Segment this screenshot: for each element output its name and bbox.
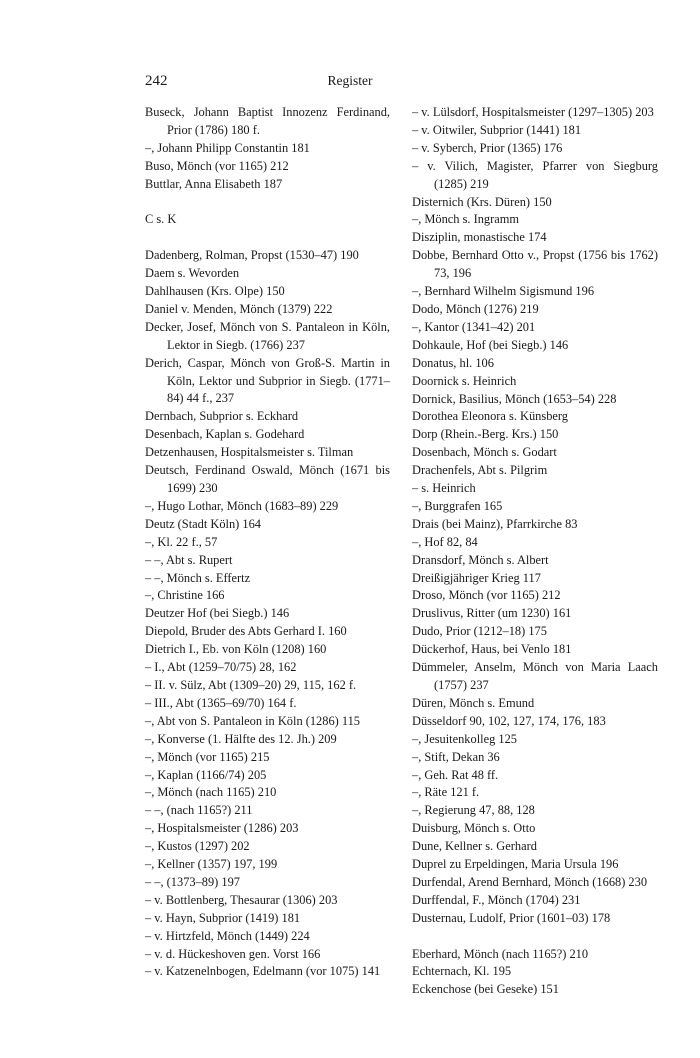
index-entry: –, Hospitalsmeister (1286) 203 (145, 821, 299, 836)
index-entry: – v. Hayn, Subprior (1419) 181 (145, 910, 301, 925)
index-entry: –, Mönch (nach 1165) 210 (145, 785, 277, 800)
index-entry: Dune, Kellner s. Gerhard (412, 839, 537, 854)
index-entry: –, Burggrafen 165 (412, 498, 503, 513)
running-head: Register (327, 73, 373, 88)
index-entry: – –, (nach 1165?) 211 (145, 803, 253, 818)
index-entry: –, Abt von S. Pantaleon in Köln (1286) 115 (145, 713, 360, 728)
index-entry: Daem s. Wevorden (145, 266, 240, 281)
index-entry: –, Bernhard Wilhelm Sigismund 196 (412, 284, 595, 299)
index-entry: – v. d. Hückeshoven gen. Vorst 166 (145, 946, 321, 961)
index-entry: –, Regierung 47, 88, 128 (412, 803, 535, 818)
index-entry: Dudo, Prior (1212–18) 175 (412, 624, 547, 639)
index-entry: – –, (1373–89) 197 (145, 874, 240, 889)
index-entry: –, Mönch (vor 1165) 215 (145, 749, 270, 764)
index-entry: Dadenberg, Rolman, Propst (1530–47) 190 (145, 248, 359, 263)
index-entry: Drachenfels, Abt s. Pilgrim (412, 463, 548, 478)
index-entry: Düsseldorf 90, 102, 127, 174, 176, 183 (412, 713, 606, 728)
page-number: 242 (145, 73, 168, 89)
index-entry: Buso, Mönch (vor 1165) 212 (145, 158, 289, 173)
index-entry: – v. Bottlenberg, Thesaurar (1306) 203 (145, 892, 338, 907)
index-entry: –, Hugo Lothar, Mönch (1683–89) 229 (145, 498, 339, 513)
index-entry: Dreißigjähriger Krieg 117 (412, 570, 541, 585)
index-entry: –, Kellner (1357) 197, 199 (145, 857, 278, 872)
index-entry: Durfendal, Arend Bernhard, Mönch (1668) 230 (412, 874, 648, 889)
index-entry: – v. Hirtzfeld, Mönch (1449) 224 (145, 928, 310, 943)
index-entry: –, Hof 82, 84 (412, 534, 478, 549)
index-entry: Duisburg, Mönch s. Otto (412, 821, 536, 836)
index-entry: – I., Abt (1259–70/75) 28, 162 (145, 660, 297, 675)
index-entry: Derich, Caspar, Mönch von Groß-S. Martin in Köln, Lektor und Subprior in Siegb. (1771–84) 44 f., 237 (145, 355, 390, 406)
index-entry: Dietrich I., Eb. von Köln (1208) 160 (145, 642, 327, 657)
index-entry: Drais (bei Mainz), Pfarrkirche 83 (412, 516, 578, 531)
index-entry: Dohkaule, Hof (bei Siegb.) 146 (412, 337, 569, 352)
index-entry: – s. Heinrich (412, 481, 476, 496)
index-entry: Dümmeler, Anselm, Mönch von Maria Laach (1757) 237 (412, 660, 658, 692)
index-entry: Dornick, Basilius, Mönch (1653–54) 228 (412, 391, 617, 406)
index-entry: –, Mönch s. Ingramm (412, 212, 520, 227)
index-entry: –, Stift, Dekan 36 (412, 749, 500, 764)
index-entry: Decker, Josef, Mönch von S. Pantaleon in Köln, Lektor in Siegb. (1766) 237 (145, 319, 390, 352)
index-entry: –, Konverse (1. Hälfte des 12. Jh.) 209 (145, 731, 337, 746)
index-entry: – II. v. Sülz, Abt (1309–20) 29, 115, 162 f. (145, 677, 357, 692)
index-entry: Duprel zu Erpeldingen, Maria Ursula 196 (412, 857, 619, 872)
index-entry: Dodo, Mönch (1276) 219 (412, 301, 539, 316)
index-entry: – v. Vilich, Magister, Pfarrer von Siegburg (1285) 219 (412, 158, 658, 191)
index-entry: Eberhard, Mönch (nach 1165?) 210 (412, 946, 589, 961)
index-entry: –, Johann Philipp Constantin 181 (145, 140, 310, 155)
index-entry: – –, Mönch s. Effertz (145, 570, 251, 585)
index-entry: Donatus, hl. 106 (412, 355, 494, 370)
index-entry: – v. Katzenelnbogen, Edelmann (vor 1075) 141 (145, 964, 381, 979)
index-entry: Buttlar, Anna Elisabeth 187 (145, 176, 283, 191)
index-entry: Diepold, Bruder des Abts Gerhard I. 160 (145, 624, 347, 639)
index-entry: Dransdorf, Mönch s. Albert (412, 552, 549, 567)
index-entry: Dusternau, Ludolf, Prior (1601–03) 178 (412, 910, 611, 925)
index-entry: Eckenchose (bei Geseke) 151 (412, 982, 559, 997)
index-entry: Dorp (Rhein.-Berg. Krs.) 150 (412, 427, 559, 442)
index-entry: Disternich (Krs. Düren) 150 (412, 194, 552, 209)
index-entry: Doornick s. Heinrich (412, 373, 517, 388)
index-entry: Droso, Mönch (vor 1165) 212 (412, 588, 561, 603)
index-entry: Dorothea Eleonora s. Künsberg (412, 409, 568, 424)
index-entry: Desenbach, Kaplan s. Godehard (145, 427, 305, 442)
entry-spacer (412, 928, 658, 946)
index-entry: Deutz (Stadt Köln) 164 (145, 516, 261, 531)
index-entry: Düren, Mönch s. Emund (412, 695, 535, 710)
index-entry: Daniel v. Menden, Mönch (1379) 222 (145, 301, 333, 316)
index-entry: Echternach, Kl. 195 (412, 964, 512, 979)
index-entry: Dernbach, Subprior s. Eckhard (145, 409, 299, 424)
index-entry: Disziplin, monastische 174 (412, 230, 547, 245)
index-entry: Dosenbach, Mönch s. Godart (412, 445, 557, 460)
index-entry: –, Kantor (1341–42) 201 (412, 319, 536, 334)
index-entry: –, Kaplan (1166/74) 205 (145, 767, 267, 782)
index-entry: – v. Lülsdorf, Hospitalsmeister (1297–1305) 203 (412, 105, 654, 119)
index-entry: – v. Syberch, Prior (1365) 176 (412, 140, 563, 155)
entry-spacer (145, 194, 390, 212)
index-entry: –, Christine 166 (145, 588, 225, 603)
index-entry: Dückerhof, Haus, bei Venlo 181 (412, 642, 572, 657)
index-entry: – III., Abt (1365–69/70) 164 f. (145, 695, 297, 710)
index-entry: Deutsch, Ferdinand Oswald, Mönch (1671 bis 1699) 230 (145, 463, 390, 495)
index-entry: Deutzer Hof (bei Siegb.) 146 (145, 606, 290, 621)
index-entry: –, Räte 121 f. (412, 785, 480, 800)
index-entry: Detzenhausen, Hospitalsmeister s. Tilman (145, 445, 354, 460)
index-entry: –, Jesuitenkolleg 125 (412, 731, 517, 746)
index-entry: –, Kustos (1297) 202 (145, 839, 250, 854)
index-entry: Dobbe, Bernhard Otto v., Propst (1756 bis 1762) 73, 196 (412, 248, 658, 281)
index-entry: – v. Oitwiler, Subprior (1441) 181 (412, 122, 582, 137)
index-column-right (412, 104, 658, 999)
index-entry: –, Geh. Rat 48 ff. (412, 767, 499, 782)
index-entry: – –, Abt s. Rupert (145, 552, 233, 567)
entry-spacer (145, 229, 390, 247)
index-entry: Druslivus, Ritter (um 1230) 161 (412, 606, 572, 621)
index-entry: Buseck, Johann Baptist Innozenz Ferdinand, Prior (1786) 180 f. (145, 105, 390, 137)
index-entry: –, Kl. 22 f., 57 (145, 534, 218, 549)
index-column-left (145, 104, 390, 981)
index-entry: Durffendal, F., Mönch (1704) 231 (412, 892, 581, 907)
index-entry: Dahlhausen (Krs. Olpe) 150 (145, 284, 285, 299)
index-entry: C s. K (145, 212, 177, 227)
